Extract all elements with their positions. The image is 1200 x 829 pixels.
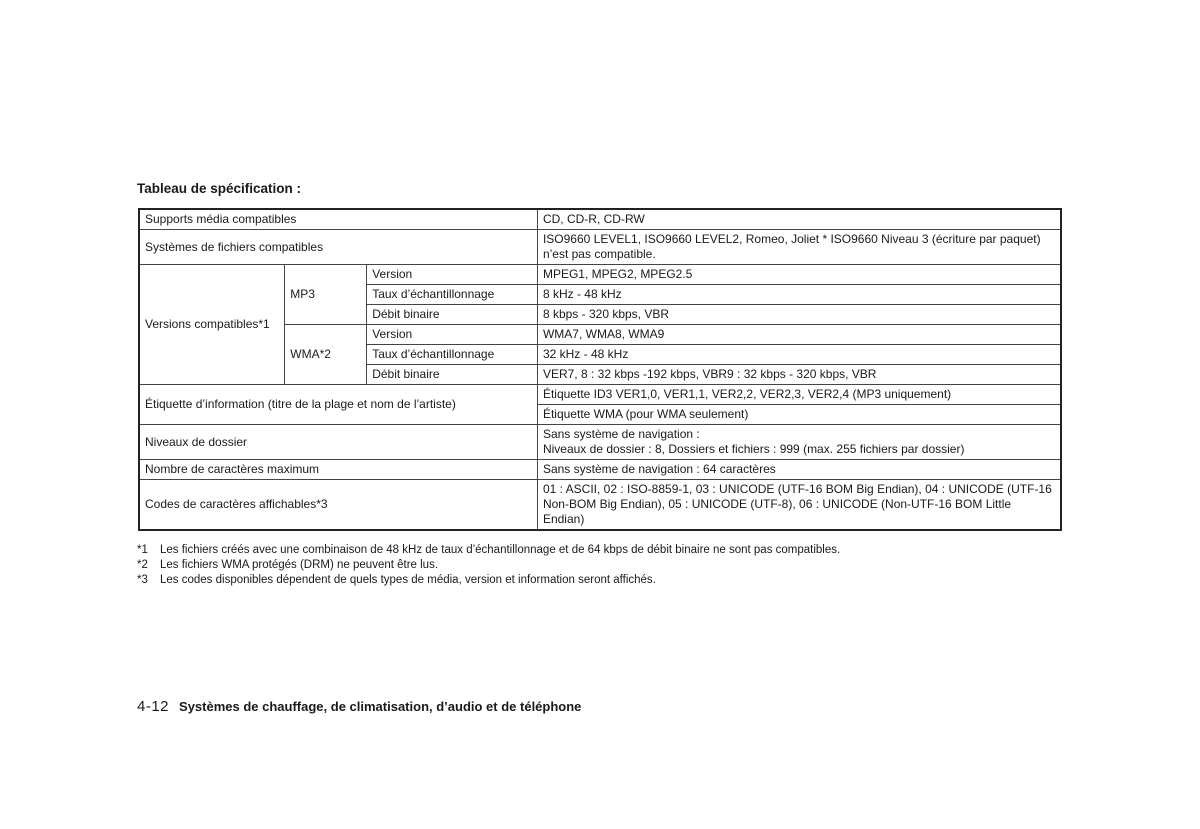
- table-row: [139, 265, 1061, 285]
- chapter-title: Systèmes de chauffage, de climatisation, d’audio et de téléphone: [179, 699, 582, 714]
- table-row: [139, 385, 1061, 405]
- specification-table: [138, 208, 1062, 531]
- footnote-text: Les fichiers créés avec une combinaison de 48 kHz de taux d’échantillonnage et de 64 kbps de débit binaire ne sont pas compatibles.: [160, 544, 841, 556]
- row-label-char-codes: Codes de caractères affichables*3: [139, 480, 537, 531]
- footnote: [137, 543, 840, 558]
- footnote-mark: *3: [137, 574, 148, 586]
- table-row: [139, 425, 1061, 460]
- section-title: Tableau de spécification :: [137, 181, 302, 196]
- footnote-mark: *1: [137, 544, 148, 556]
- row-value-char-codes: 01 : ASCII, 02 : ISO-8859-1, 03 : UNICODE (UTF-16 BOM Big Endian), 04 : UNICODE (UTF-16 Non-BOM Big Endian), 05 : UNICODE (UTF-8), 06 : UNICODE (Non-UTF-16 BOM Little Endian): [537, 480, 1061, 531]
- row-label-filesystems: Systèmes de fichiers compatibles: [139, 230, 537, 265]
- row-value-tag-wma: Étiquette WMA (pour WMA seulement): [537, 405, 1061, 425]
- sub-label-mp3-bitrate: Débit binaire: [367, 305, 538, 325]
- value-wma-version: WMA7, WMA8, WMA9: [537, 325, 1061, 345]
- folders-line-1: Sans système de navigation :: [542, 427, 700, 441]
- format-label-mp3: MP3: [285, 265, 367, 325]
- value-wma-bitrate: VER7, 8 : 32 kbps -192 kbps, VBR9 : 32 kbps - 320 kbps, VBR: [537, 365, 1061, 385]
- footnote-text: Les codes disponibles dépendent de quels types de média, version et information seront affichés.: [160, 574, 656, 586]
- table-row: [139, 480, 1061, 531]
- row-label-max-chars: Nombre de caractères maximum: [139, 460, 537, 480]
- value-mp3-rate: 8 kHz - 48 kHz: [537, 285, 1061, 305]
- page-footer: [137, 698, 581, 715]
- row-label-folders: Niveaux de dossier: [139, 425, 537, 460]
- format-label-wma: WMA*2: [285, 325, 367, 385]
- row-value-folders: [537, 425, 1061, 460]
- sub-label-wma-rate: Taux d’échantillonnage: [367, 345, 538, 365]
- row-value-tag-id3: Étiquette ID3 VER1,0, VER1,1, VER2,2, VER2,3, VER2,4 (MP3 uniquement): [537, 385, 1061, 405]
- footnote: [137, 558, 840, 573]
- footnote: [137, 573, 840, 588]
- sub-label-mp3-rate: Taux d’échantillonnage: [367, 285, 538, 305]
- table-row: [139, 460, 1061, 480]
- sub-label-wma-bitrate: Débit binaire: [367, 365, 538, 385]
- value-mp3-version: MPEG1, MPEG2, MPEG2.5: [537, 265, 1061, 285]
- folders-line-2: Niveaux de dossier : 8, Dossiers et fichiers : 999 (max. 255 fichiers par dossier): [542, 442, 965, 456]
- row-label-media: Supports média compatibles: [139, 209, 537, 230]
- table-row: [139, 230, 1061, 265]
- table-row: [139, 209, 1061, 230]
- row-value-filesystems: ISO9660 LEVEL1, ISO9660 LEVEL2, Romeo, Joliet * ISO9660 Niveau 3 (écriture par paquet) n’est pas compatible.: [537, 230, 1061, 265]
- sub-label-wma-version: Version: [367, 325, 538, 345]
- row-label-versions: Versions compatibles*1: [139, 265, 285, 385]
- value-wma-rate: 32 kHz - 48 kHz: [537, 345, 1061, 365]
- footnotes: [137, 543, 840, 588]
- value-mp3-bitrate: 8 kbps - 320 kbps, VBR: [537, 305, 1061, 325]
- footnote-mark: *2: [137, 559, 148, 571]
- row-label-tag: Étiquette d’information (titre de la plage et nom de l’artiste): [139, 385, 537, 425]
- sub-label-mp3-version: Version: [367, 265, 538, 285]
- row-value-media: CD, CD-R, CD-RW: [537, 209, 1061, 230]
- footnote-text: Les fichiers WMA protégés (DRM) ne peuvent être lus.: [160, 559, 439, 571]
- page-number: 4-12: [137, 698, 170, 715]
- row-value-max-chars: Sans système de navigation : 64 caractères: [537, 460, 1061, 480]
